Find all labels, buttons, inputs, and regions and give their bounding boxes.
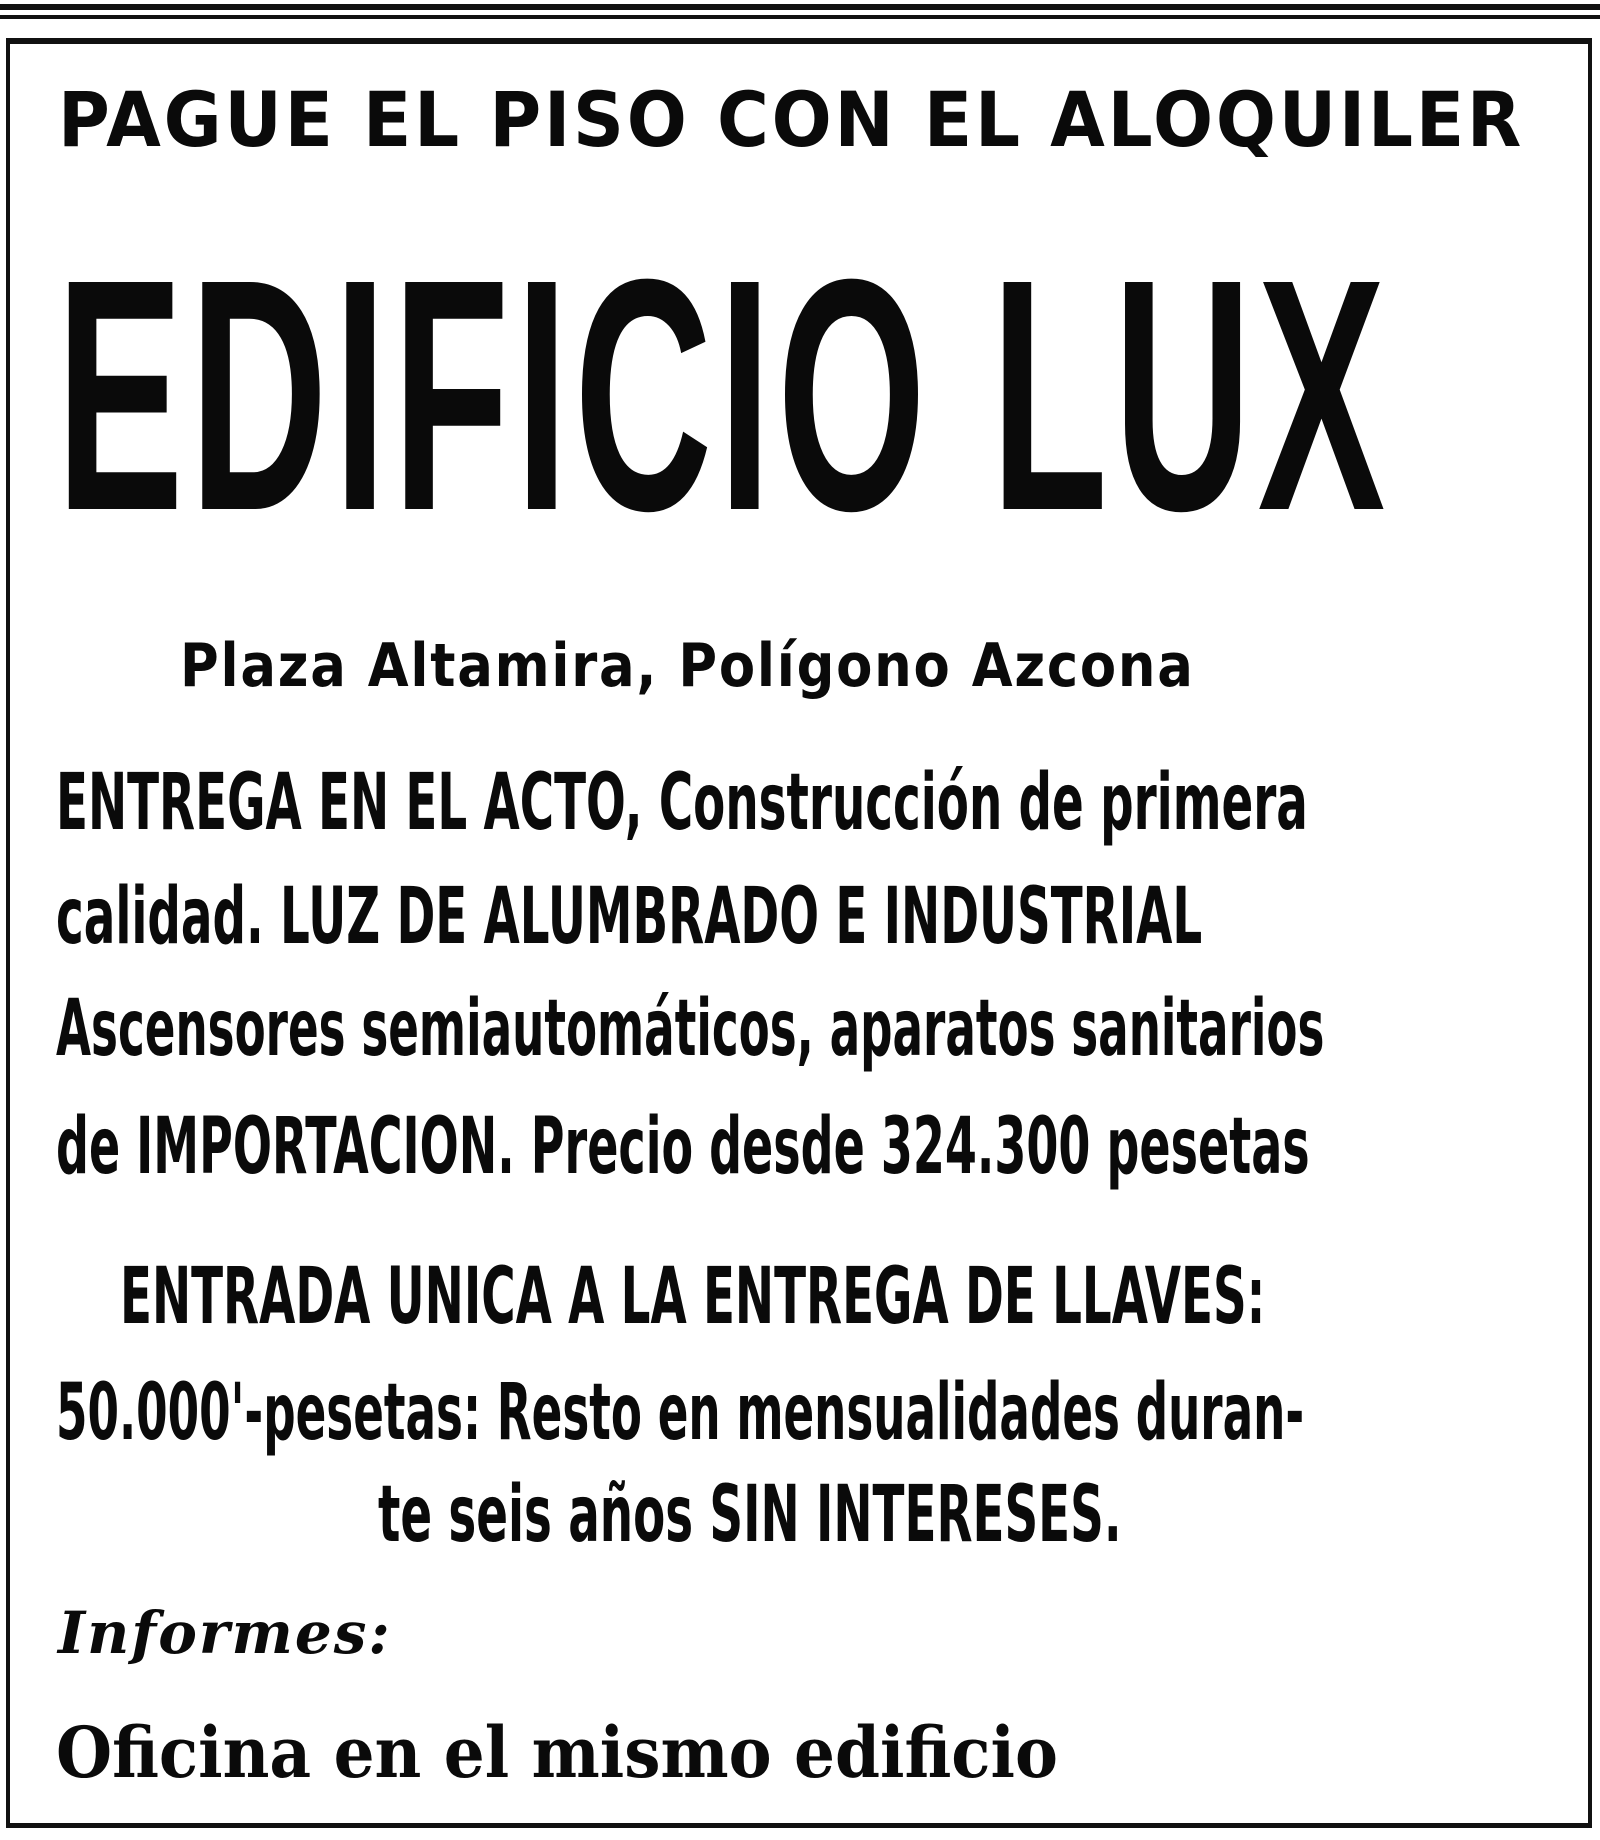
- terms-line: ENTRADA UNICA A LA ENTREGA DE LLAVES:: [120, 1252, 1266, 1342]
- ad-address: Plaza Altamira, Polígono Azcona: [180, 631, 1195, 701]
- contact-info: Oficina en el mismo edificio: [56, 1711, 1058, 1794]
- top-rule-secondary: [0, 15, 1600, 19]
- informes-label: Informes:: [58, 1599, 392, 1667]
- description-line: calidad. LUZ DE ALUMBRADO E INDUSTRIAL: [56, 872, 1203, 962]
- description-line: ENTREGA EN EL ACTO, Construcción de primera: [56, 758, 1308, 848]
- ad-title: EDIFICIO LUX: [56, 210, 1392, 579]
- description-line: Ascensores semiautomáticos, aparatos sanitarios: [56, 984, 1325, 1074]
- top-rule: [0, 4, 1600, 10]
- ad-tagline: PAGUE EL PISO CON EL ALOQUILER: [58, 75, 1525, 164]
- description-line: de IMPORTACION. Precio desde 324.300 pesetas: [56, 1102, 1310, 1192]
- terms-line: te seis años SIN INTERESES.: [378, 1470, 1122, 1560]
- terms-line: 50.000'-pesetas: Resto en mensualidades duran-: [56, 1368, 1305, 1458]
